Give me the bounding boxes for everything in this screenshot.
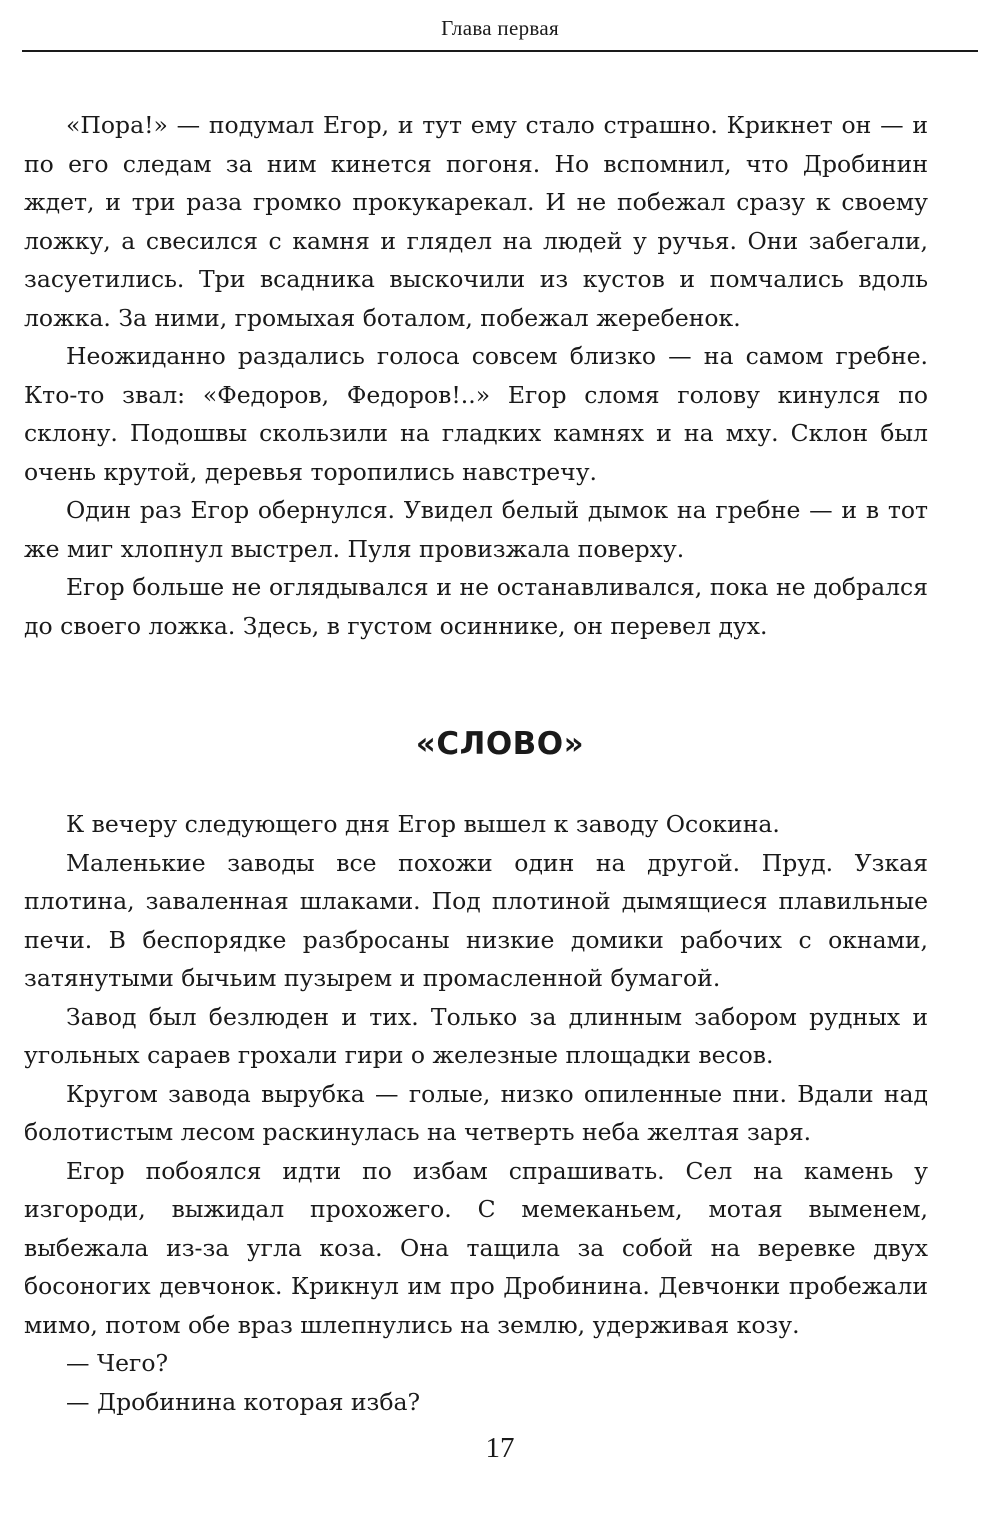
header-rule: [22, 50, 978, 52]
paragraph: Егор больше не оглядывался и не останавливался, пока не добрался до своего ложка. Здесь, в густом осиннике, он перевел дух.: [24, 573, 928, 640]
paragraph: Один раз Егор обернулся. Увидел белый дымок на гребне — и в тот же миг хлопнул выстрел. Пуля провизжала поверху.: [24, 496, 928, 563]
text-block-2: [24, 805, 928, 1421]
page-number: 17: [485, 1432, 515, 1464]
text-block-1: [24, 106, 928, 645]
paragraph: Маленькие заводы все похожи один на другой. Пруд. Узкая плотина, заваленная шлаками. Под плотиной дымящиеся плавильные печи. В беспорядке разбросаны низкие домики рабочих с окнами, затянутыми бычьим пузырем и промасленной бумагой.: [24, 848, 928, 992]
paragraph: Кругом завода вырубка — голые, низко опиленные пни. Вдали над болотистым лесом раскинулась на четверть неба желтая заря.: [24, 1079, 928, 1146]
paragraph: К вечеру следующего дня Егор вышел к заводу Осокина.: [66, 810, 780, 838]
paragraph: Неожиданно раздались голоса совсем близко — на самом гребне. Кто-то звал: «Федоров, Федоров!..» Егор сломя голову кинулся по склону. Подошвы скользили на гладких камнях и на мху. Склон был очень крутой, деревья торопились навстречу.: [24, 342, 928, 486]
paragraph: «Пора!» — подумал Егор, и тут ему стало страшно. Крикнет он — и по его следам за ним кинется погоня. Но вспомнил, что Дробинин ждет, и три раза громко прокукарекал. И не побежал сразу к своему ложку, а свесился с камня и глядел на людей у ручья. Они забегали, засуетились. Три всадника выскочили из кустов и помчались вдоль ложка. За ними, громыхая боталом, побежал жеребенок.: [24, 111, 928, 332]
chapter-title: «СЛОВО»: [415, 726, 585, 762]
paragraph: Завод был безлюден и тих. Только за длинным забором рудных и угольных сараев грохали гири о железные площадки весов.: [24, 1002, 928, 1069]
dialogue-line: — Чего?: [66, 1349, 169, 1377]
paragraph: Егор побоялся идти по избам спрашивать. Сел на камень у изгороди, выжидал прохожего. С мемеканьем, мотая выменем, выбежала из-за угла коза. Она тащила за собой на веревке двух босоногих девчонок. Крикнул им про Дробинина. Девчонки пробежали мимо, потом обе враз шлепнулись на землю, удерживая козу.: [24, 1156, 928, 1339]
running-head: Глава первая: [441, 16, 559, 40]
dialogue-line: — Дробинина которая изба?: [66, 1387, 421, 1416]
